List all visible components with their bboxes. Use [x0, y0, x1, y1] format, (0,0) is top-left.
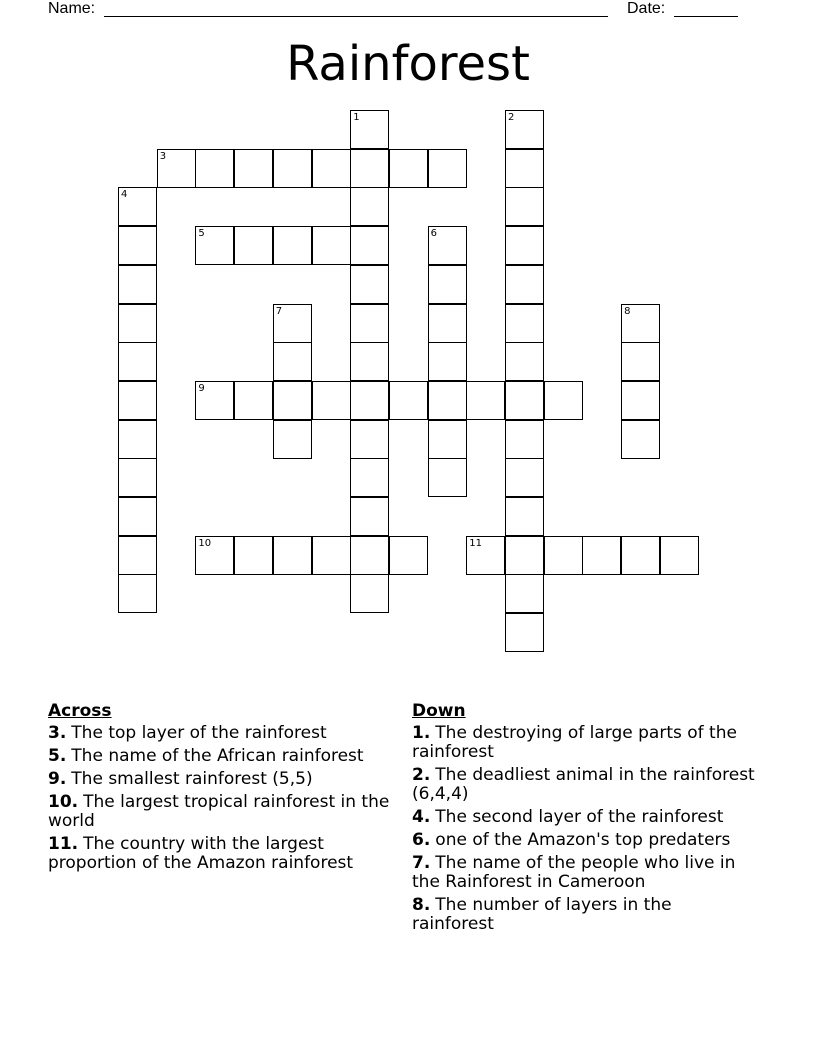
crossword-cell[interactable]: [544, 381, 583, 420]
crossword-cell[interactable]: [505, 304, 544, 343]
crossword-cell[interactable]: [273, 226, 312, 265]
crossword-cell[interactable]: [428, 381, 467, 420]
across-clue-list: [48, 724, 393, 873]
down-heading: Down: [412, 701, 466, 721]
clue-number: 7.: [412, 853, 431, 873]
clue-text: The smallest rainforest (5,5): [71, 769, 313, 789]
crossword-cell[interactable]: [350, 149, 389, 188]
crossword-cell[interactable]: [312, 226, 351, 265]
crossword-cell[interactable]: [157, 149, 196, 188]
down-clue: [412, 854, 757, 892]
clue-text: The destroying of large parts of the rainforest: [412, 723, 737, 762]
down-clue: [412, 896, 757, 934]
crossword-cell[interactable]: [389, 149, 428, 188]
down-clue: [412, 724, 757, 762]
across-heading: Across: [48, 701, 112, 721]
crossword-cell[interactable]: [273, 420, 312, 459]
cell-number: 9: [198, 382, 205, 394]
down-clue: [412, 808, 757, 827]
crossword-cell[interactable]: [118, 458, 157, 497]
down-clues: [412, 702, 757, 938]
crossword-cell[interactable]: [350, 226, 389, 265]
clue-text: The number of layers in the rainforest: [412, 895, 672, 934]
crossword-cell[interactable]: [118, 536, 157, 575]
clue-number: 8.: [412, 895, 431, 915]
clue-number: 4.: [412, 807, 431, 827]
crossword-cell[interactable]: [273, 342, 312, 381]
crossword-cell[interactable]: [350, 265, 389, 304]
crossword-cell[interactable]: [350, 458, 389, 497]
crossword-cell[interactable]: [505, 381, 544, 420]
crossword-cell[interactable]: [505, 613, 544, 652]
crossword-cell[interactable]: [621, 342, 660, 381]
across-clues: [48, 702, 393, 877]
crossword-cell[interactable]: [428, 149, 467, 188]
cell-number: 7: [275, 305, 283, 317]
crossword-cell[interactable]: [621, 536, 660, 575]
crossword-cell[interactable]: [660, 536, 699, 575]
crossword-cell[interactable]: [273, 304, 312, 343]
crossword-cell[interactable]: [273, 536, 312, 575]
crossword-cell[interactable]: [350, 304, 389, 343]
name-label: Name:: [48, 0, 96, 17]
clue-text: The name of the African rainforest: [71, 746, 364, 766]
crossword-cell[interactable]: [195, 381, 234, 420]
crossword-cell[interactable]: [621, 420, 660, 459]
crossword-cell[interactable]: [350, 420, 389, 459]
clue-number: 11.: [48, 834, 79, 854]
across-clue: [48, 770, 393, 789]
crossword-cell[interactable]: [505, 536, 544, 575]
crossword-cell[interactable]: [350, 497, 389, 536]
crossword-cell[interactable]: [505, 149, 544, 188]
crossword-cell[interactable]: [350, 381, 389, 420]
clue-number: 1.: [412, 723, 431, 743]
cell-number: 10: [198, 537, 212, 549]
crossword-cell[interactable]: [621, 304, 660, 343]
crossword-cell[interactable]: [312, 381, 351, 420]
across-clue: [48, 724, 393, 743]
crossword-cell[interactable]: [118, 381, 157, 420]
clue-text: The name of the people who live in the Rainforest in Cameroon: [412, 853, 736, 892]
crossword-cell[interactable]: [505, 458, 544, 497]
crossword-cell[interactable]: [505, 574, 544, 613]
crossword-cell[interactable]: [389, 381, 428, 420]
crossword-cell[interactable]: [118, 226, 157, 265]
crossword-cell[interactable]: [466, 381, 505, 420]
crossword-cell[interactable]: [466, 536, 505, 575]
crossword-cell[interactable]: [118, 265, 157, 304]
clue-text: one of the Amazon's top predaters: [435, 830, 731, 850]
crossword-cell[interactable]: [582, 536, 621, 575]
crossword-cell[interactable]: [118, 497, 157, 536]
crossword-cell[interactable]: [234, 149, 273, 188]
crossword-cell[interactable]: [621, 381, 660, 420]
clue-number: 10.: [48, 792, 79, 812]
crossword-cell[interactable]: [505, 420, 544, 459]
crossword-cell[interactable]: [118, 574, 157, 613]
cell-number: 11: [469, 537, 483, 549]
across-clue: [48, 835, 393, 873]
crossword-cell[interactable]: [389, 536, 428, 575]
crossword-cell[interactable]: [234, 536, 273, 575]
down-clue: [412, 766, 757, 804]
crossword-cell[interactable]: [234, 226, 273, 265]
down-clue: [412, 831, 757, 850]
crossword-cell[interactable]: [544, 536, 583, 575]
crossword-cell[interactable]: [350, 187, 389, 226]
cell-number: 5: [198, 228, 205, 240]
clue-text: The deadliest animal in the rainforest (6,4,4): [412, 765, 755, 804]
crossword-cell[interactable]: [505, 226, 544, 265]
cell-number: 8: [624, 305, 631, 317]
crossword-cell[interactable]: [428, 420, 467, 459]
crossword-cell[interactable]: [195, 536, 234, 575]
crossword-cell[interactable]: [428, 342, 467, 381]
clue-number: 5.: [48, 746, 67, 766]
crossword-cell[interactable]: [505, 265, 544, 304]
crossword-cell[interactable]: [505, 187, 544, 226]
crossword-cell[interactable]: [428, 304, 467, 343]
crossword-cell[interactable]: [273, 381, 312, 420]
crossword-cell[interactable]: [505, 342, 544, 381]
cell-number: 6: [430, 228, 437, 240]
crossword-cell[interactable]: [195, 149, 234, 188]
page-title: Rainforest: [286, 36, 530, 92]
crossword-cell[interactable]: [505, 497, 544, 536]
crossword-cell[interactable]: [428, 458, 467, 497]
crossword-cell[interactable]: [118, 420, 157, 459]
clue-number: 9.: [48, 769, 67, 789]
clue-text: The largest tropical rainforest in the world: [48, 792, 390, 831]
clue-number: 3.: [48, 723, 67, 743]
cell-number: 3: [159, 150, 167, 162]
cell-number: 2: [508, 112, 515, 123]
clue-text: The top layer of the rainforest: [71, 723, 327, 743]
crossword-cell[interactable]: [350, 342, 389, 381]
crossword-cell[interactable]: [312, 536, 351, 575]
crossword-cell[interactable]: [505, 110, 544, 149]
cell-number: 4: [121, 189, 128, 201]
crossword-cell[interactable]: [350, 536, 389, 575]
cell-number: 1: [353, 112, 360, 123]
down-clue-list: [412, 724, 757, 934]
clue-text: The second layer of the rainforest: [435, 807, 724, 827]
crossword-cell[interactable]: [428, 265, 467, 304]
crossword-cell[interactable]: [234, 381, 273, 420]
crossword-cell[interactable]: [118, 304, 157, 343]
clue-number: 2.: [412, 765, 431, 785]
crossword-cell[interactable]: [195, 226, 234, 265]
crossword-cell[interactable]: [273, 149, 312, 188]
crossword-cell[interactable]: [118, 187, 157, 226]
across-clue: [48, 793, 393, 831]
clue-number: 6.: [412, 830, 431, 850]
crossword-cell[interactable]: [428, 226, 467, 265]
clue-text: The country with the largest proportion of the Amazon rainforest: [48, 834, 354, 873]
crossword-cell[interactable]: [350, 110, 389, 149]
crossword-cell[interactable]: [350, 574, 389, 613]
crossword-cell[interactable]: [118, 342, 157, 381]
across-clue: [48, 747, 393, 766]
crossword-cell[interactable]: [312, 149, 351, 188]
date-label: Date:: [627, 0, 666, 17]
